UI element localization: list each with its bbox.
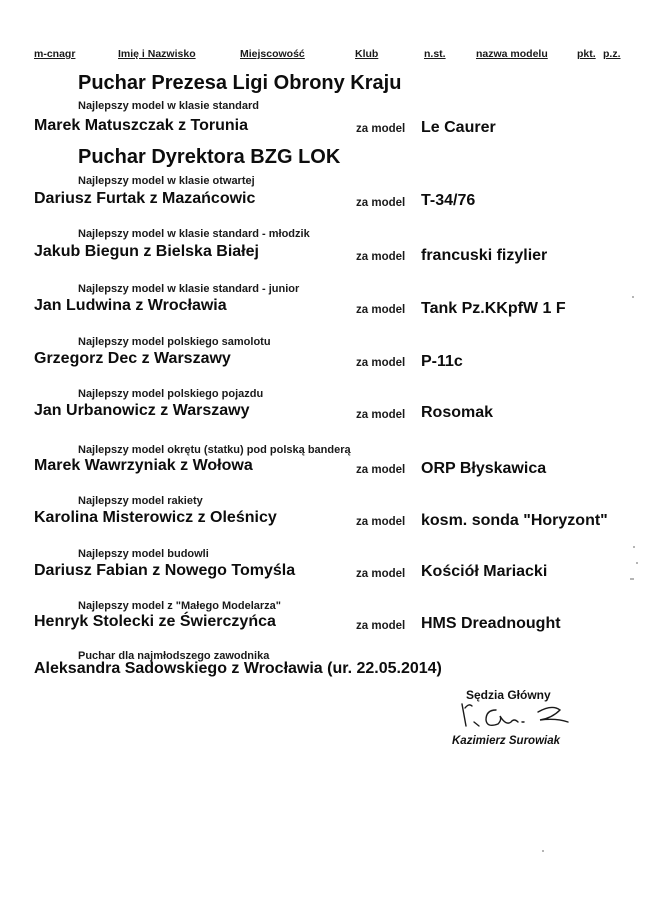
cup-title-bzg-director: Puchar Dyrektora BZG LOK bbox=[78, 146, 341, 168]
award-model: P-11c bbox=[421, 353, 463, 370]
award-winner: Karolina Misterowicz z Oleśnicy bbox=[34, 509, 277, 526]
scan-speck bbox=[542, 850, 544, 852]
award-category: Najlepszy model w klasie standard - młodzik bbox=[78, 228, 310, 240]
cup-title-lok-president: Puchar Prezesa Ligi Obrony Kraju bbox=[78, 72, 402, 94]
award-category: Najlepszy model rakiety bbox=[78, 495, 203, 507]
header-col-model-name: nazwa modelu bbox=[476, 48, 548, 60]
award-winner: Jan Urbanowicz z Warszawy bbox=[34, 402, 250, 419]
za-model-label: za model bbox=[356, 123, 406, 135]
award-winner: Marek Matuszczak z Torunia bbox=[34, 117, 248, 134]
header-col-category: m-cnagr bbox=[34, 48, 76, 60]
za-model-label: za model bbox=[356, 464, 406, 476]
award-model: T-34/76 bbox=[421, 192, 476, 209]
award-category: Najlepszy model w klasie otwartej bbox=[78, 175, 255, 187]
za-model-label: za model bbox=[356, 251, 406, 263]
award-category: Najlepszy model w klasie standard bbox=[78, 100, 259, 112]
award-winner: Marek Wawrzyniak z Wołowa bbox=[34, 457, 253, 474]
award-category: Najlepszy model z "Małego Modelarza" bbox=[78, 600, 281, 612]
scan-speck bbox=[632, 296, 634, 298]
za-model-label: za model bbox=[356, 568, 406, 580]
za-model-label: za model bbox=[356, 409, 406, 421]
award-model: HMS Dreadnought bbox=[421, 615, 561, 632]
header-col-city: Miejscowość bbox=[240, 48, 305, 60]
judge-signature bbox=[456, 700, 586, 734]
award-winner: Dariusz Furtak z Mazańcowic bbox=[34, 190, 256, 207]
award-category: Najlepszy model polskiego pojazdu bbox=[78, 388, 264, 400]
award-model: Tank Pz.KKpfW 1 F bbox=[421, 300, 566, 317]
award-category: Najlepszy model okrętu (statku) pod polską banderą bbox=[78, 444, 351, 456]
header-col-place: p.z. bbox=[603, 48, 621, 60]
award-winner: Grzegorz Dec z Warszawy bbox=[34, 350, 231, 367]
award-winner: Henryk Stolecki ze Świerczyńca bbox=[34, 613, 276, 630]
award-model: Le Caurer bbox=[421, 119, 496, 136]
scan-speck bbox=[630, 578, 634, 580]
youngest-category: Puchar dla najmłodszego zawodnika bbox=[78, 650, 270, 662]
scan-speck bbox=[633, 546, 635, 548]
header-col-start-no: n.st. bbox=[424, 48, 446, 60]
za-model-label: za model bbox=[356, 197, 406, 209]
header-col-name: Imię i Nazwisko bbox=[118, 48, 196, 60]
award-winner: Dariusz Fabian z Nowego Tomyśla bbox=[34, 562, 296, 579]
za-model-label: za model bbox=[356, 516, 406, 528]
award-model: Kościół Mariacki bbox=[421, 563, 548, 580]
za-model-label: za model bbox=[356, 357, 406, 369]
award-model: kosm. sonda "Horyzont" bbox=[421, 512, 608, 529]
header-col-club: Klub bbox=[355, 48, 379, 60]
award-model: ORP Błyskawica bbox=[421, 460, 547, 477]
scan-speck bbox=[636, 562, 638, 564]
za-model-label: za model bbox=[356, 620, 406, 632]
award-category: Najlepszy model budowli bbox=[78, 548, 209, 560]
youngest-winner: Aleksandra Sadowskiego z Wrocławia (ur. 22.05.2014) bbox=[34, 660, 442, 677]
award-category: Najlepszy model w klasie standard - junior bbox=[78, 283, 300, 295]
award-model: francuski fizylier bbox=[421, 247, 548, 264]
award-category: Najlepszy model polskiego samolotu bbox=[78, 336, 271, 348]
award-winner: Jakub Biegun z Bielska Białej bbox=[34, 243, 259, 260]
award-model: Rosomak bbox=[421, 404, 494, 421]
header-col-points: pkt. bbox=[577, 48, 596, 60]
judge-name: Kazimierz Surowiak bbox=[452, 735, 561, 747]
award-winner: Jan Ludwina z Wrocławia bbox=[34, 297, 227, 314]
judge-title: Sędzia Główny bbox=[466, 688, 551, 702]
za-model-label: za model bbox=[356, 304, 406, 316]
